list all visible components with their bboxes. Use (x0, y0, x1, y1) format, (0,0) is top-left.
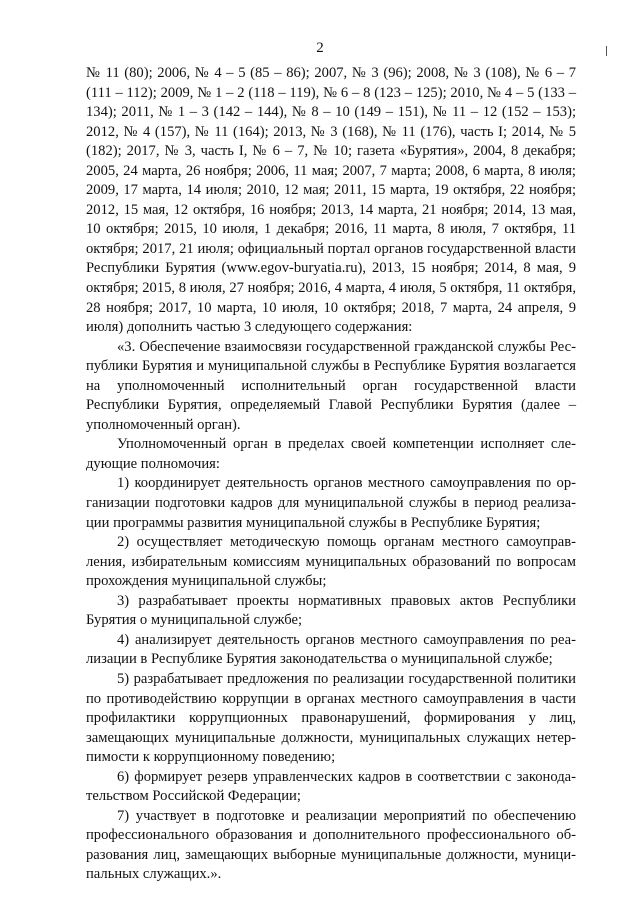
paragraph-powers-intro: Уполномоченный орган в пределах своей компетенции исполняет следующие полномочия: (86, 436, 576, 472)
list-item-power-2: 2) осуществляет методическую помощь органам местного самоуправления, избирательным комиссиям муниципальных образований по вопросам прохождения муниципальной службы; (86, 534, 576, 590)
page-number: 2 (316, 40, 324, 56)
paragraph-part-3: «3. Обеспечение взаимосвязи государственной гражданской службы Республики Бурятия и муниципальной службы в Республике Бурятия возлагается на уполномоченный исполнительный орган государственной власти Республики Бурятия, определяемый Главой Республики Бурятия (далее – уполномоченный орган). (86, 338, 576, 433)
list-item-power-6: 6) формирует резерв управленческих кадров в соответствии с законодательством Российской Федерации; (86, 768, 576, 805)
margin-mark (606, 46, 607, 56)
list-item-power-5: 5) разрабатывает предложения по реализации государственной политики по противодействию коррупции в органах местного самоуправления в части профилактики коррупционных правонарушений, формирования у лиц, замещающих муниципальные должности, муниципальных служащих нетерпимости к коррупционному поведению; (86, 670, 576, 766)
paragraph-amendment-sources: № 11 (80); 2006, № 4 – 5 (85 – 86); 2007, № 3 (96); 2008, № 3 (108), № 6 – 7 (111 – 112); 2009, № 1 – 2 (118 – 119), № 6 – 8 (123 – 125); 2010, № 4 – 5 (133 – 134); 2011, № 1 – 3 (142 – 144), № 8 – 10 (149 – 151), № 11 – 12 (152 – 153); 2012, № 4 (157), № 11 (164); 2013, № 3 (168), № 11 (176), часть I; 2014, № 5 (182); 2017, № 3, часть I, № 6 – 7, № 10; газета «Бурятия», 2004, 8 декабря; 2005, 24 марта, 26 ноября; 2006, 11 мая; 2007, 7 марта; 2008, 6 марта, 8 июля; 2009, 17 марта, 14 июля; 2010, 12 мая; 2011, 15 марта, 19 октября, 22 ноября; 2012, 15 мая, 12 октября, 16 ноября; 2013, 14 марта, 21 ноября; 2014, 13 мая, 10 октября; 2015, 10 июля, 1 декабря; 2016, 11 марта, 8 июля, 7 октября, 11 октября; 2017, 21 июля; официальный портал органов государственной власти Республики Бурятия (www.egov-buryatia.ru), 2013, 15 ноября; 2014, 8 мая, 9 октября; 2015, 8 июля, 27 ноября; 2016, 4 марта, 4 июля, 5 октября, 11 октября, 28 ноября; 2017, 10 марта, 10 июля, 10 октября; 2018, 7 марта, 24 апреля, 9 июля) дополнить частью 3 следующего содержания: (86, 65, 576, 336)
list-item-power-1: 1) координирует деятельность органов местного самоуправления по организации подготовки кадров для муниципальной службы в период реализации программы развития муниципальной службы в Республике Бурятия; (86, 475, 576, 531)
document-body (86, 64, 576, 885)
list-item-power-4: 4) анализирует деятельность органов местного самоуправления по реализации в Республике Бурятия законодательства о муниципальной службе; (86, 631, 576, 668)
list-item-power-3: 3) разрабатывает проекты нормативных правовых актов Республики Бурятия о муниципальной службе; (86, 592, 576, 629)
list-item-power-7: 7) участвует в подготовке и реализации мероприятий по обеспечению профессионального образования и дополнительного профессионального образования лиц, замещающих выборные муниципальные должности, муниципальных служащих.». (86, 807, 576, 883)
